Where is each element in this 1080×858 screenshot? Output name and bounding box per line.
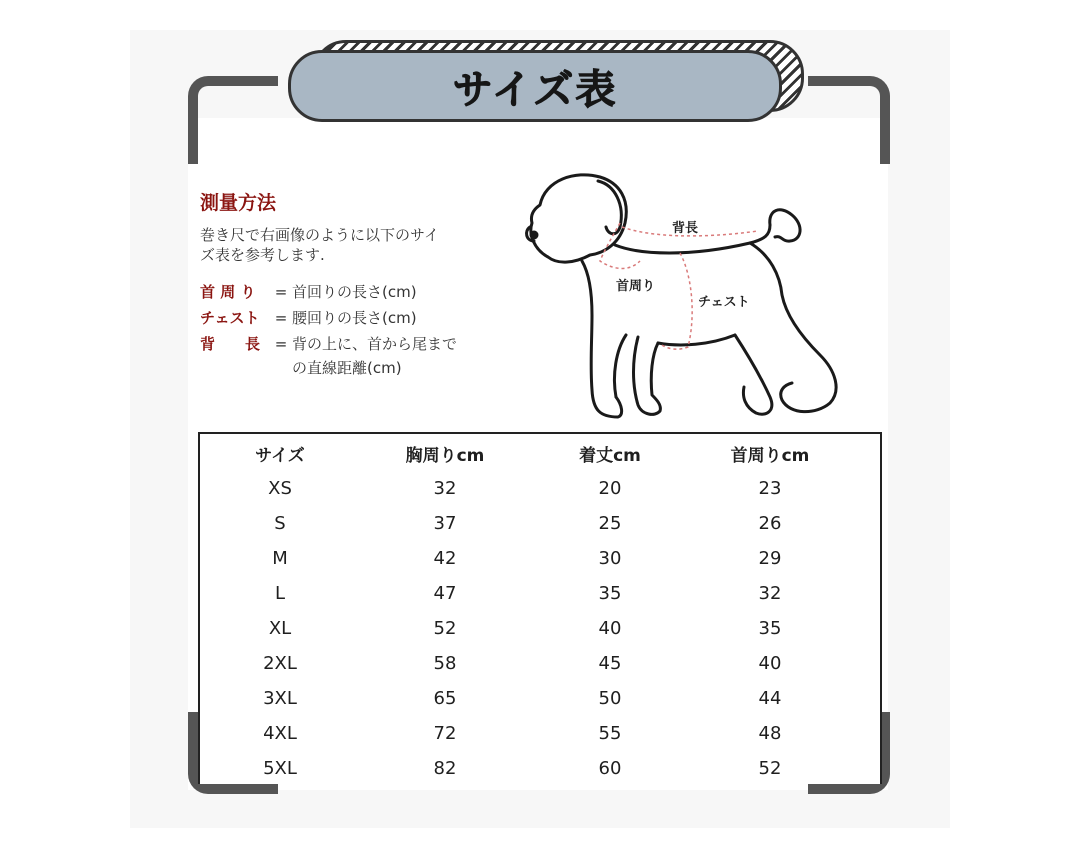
table-cell: 32: [758, 582, 782, 604]
dog-illustration-icon: [520, 165, 860, 427]
table-cell: 52: [758, 757, 782, 779]
table-cell: 25: [598, 512, 622, 534]
table-cell: 58: [433, 652, 457, 674]
definition-back-length: [200, 331, 510, 357]
diagram-label-chest: チェスト: [698, 295, 750, 310]
definition-text: 腰回りの長さ(cm): [292, 309, 417, 327]
table-cell: 29: [758, 547, 782, 569]
dog-diagram: [520, 165, 860, 427]
table-cell: 48: [758, 722, 782, 744]
table-header-cell: サイズ: [255, 445, 305, 466]
definition-text: 背の上に、首から尾まで: [292, 335, 458, 353]
table-cell: 42: [433, 547, 457, 569]
table-cell: 65: [433, 687, 457, 709]
table-cell: 82: [433, 757, 457, 779]
title-banner: [288, 50, 782, 122]
table-row: [200, 578, 880, 608]
table-row: [200, 543, 880, 573]
table-cell: 44: [758, 687, 782, 709]
definition-equals: =: [274, 309, 288, 327]
definition-equals: =: [274, 335, 288, 353]
table-cell: 47: [433, 582, 457, 604]
definition-term: 首 周 り: [200, 283, 256, 301]
measurement-heading: 測量方法: [200, 192, 277, 214]
table-cell: 2XL: [263, 652, 297, 674]
table-cell: 20: [598, 477, 622, 499]
table-row: [200, 613, 880, 643]
frame-corner-top-right: [808, 76, 890, 164]
table-cell: 30: [598, 547, 622, 569]
table-cell: 23: [758, 477, 782, 499]
table-cell: 55: [598, 722, 622, 744]
definition-equals: =: [274, 283, 288, 301]
table-row: [200, 753, 880, 783]
measurement-intro-line: ズ表を参考します.: [200, 246, 325, 264]
definition-term: 背 長: [200, 335, 261, 353]
table-header-cell: 着丈cm: [579, 445, 641, 466]
table-cell: 37: [433, 512, 457, 534]
size-table: [198, 432, 882, 784]
page-title: サイズ表: [452, 66, 618, 113]
table-cell: 3XL: [263, 687, 297, 709]
table-cell: XS: [268, 477, 292, 499]
table-row: [200, 473, 880, 503]
table-cell: 40: [598, 617, 622, 639]
measurement-intro-line: 巻き尺で右画像のように以下のサイ: [200, 226, 439, 244]
definition-continuation: の直線距離(cm): [292, 359, 402, 377]
measurement-intro: [200, 225, 510, 265]
table-cell: L: [274, 582, 286, 604]
table-cell: 35: [758, 617, 782, 639]
table-row: [200, 683, 880, 713]
table-header-cell: 首周りcm: [730, 445, 810, 466]
table-cell: 26: [758, 512, 782, 534]
table-cell: 5XL: [263, 757, 297, 779]
table-row: [200, 508, 880, 538]
definition-term: チェスト: [200, 309, 260, 327]
table-cell: 32: [433, 477, 457, 499]
table-cell: 50: [598, 687, 622, 709]
definition-chest: [200, 305, 510, 331]
table-cell: S: [274, 512, 286, 534]
definition-neck: [200, 279, 510, 305]
diagram-label-neck: 首周り: [616, 279, 656, 294]
table-cell: XL: [268, 617, 292, 639]
table-cell: 60: [598, 757, 622, 779]
table-cell: 45: [598, 652, 622, 674]
table-header-cell: 胸周りcm: [405, 445, 485, 466]
definition-text: 首回りの長さ(cm): [292, 283, 417, 301]
frame-corner-top-left: [188, 76, 278, 164]
table-cell: 72: [433, 722, 457, 744]
table-cell: 35: [598, 582, 622, 604]
table-cell: 52: [433, 617, 457, 639]
table-row: [200, 718, 880, 748]
table-cell: M: [272, 547, 288, 569]
table-header-row: [200, 438, 880, 468]
measurement-section: [200, 188, 510, 379]
table-cell: 40: [758, 652, 782, 674]
table-row: [200, 648, 880, 678]
diagram-label-back-length: 背長: [672, 221, 699, 236]
table-cell: 4XL: [263, 722, 297, 744]
